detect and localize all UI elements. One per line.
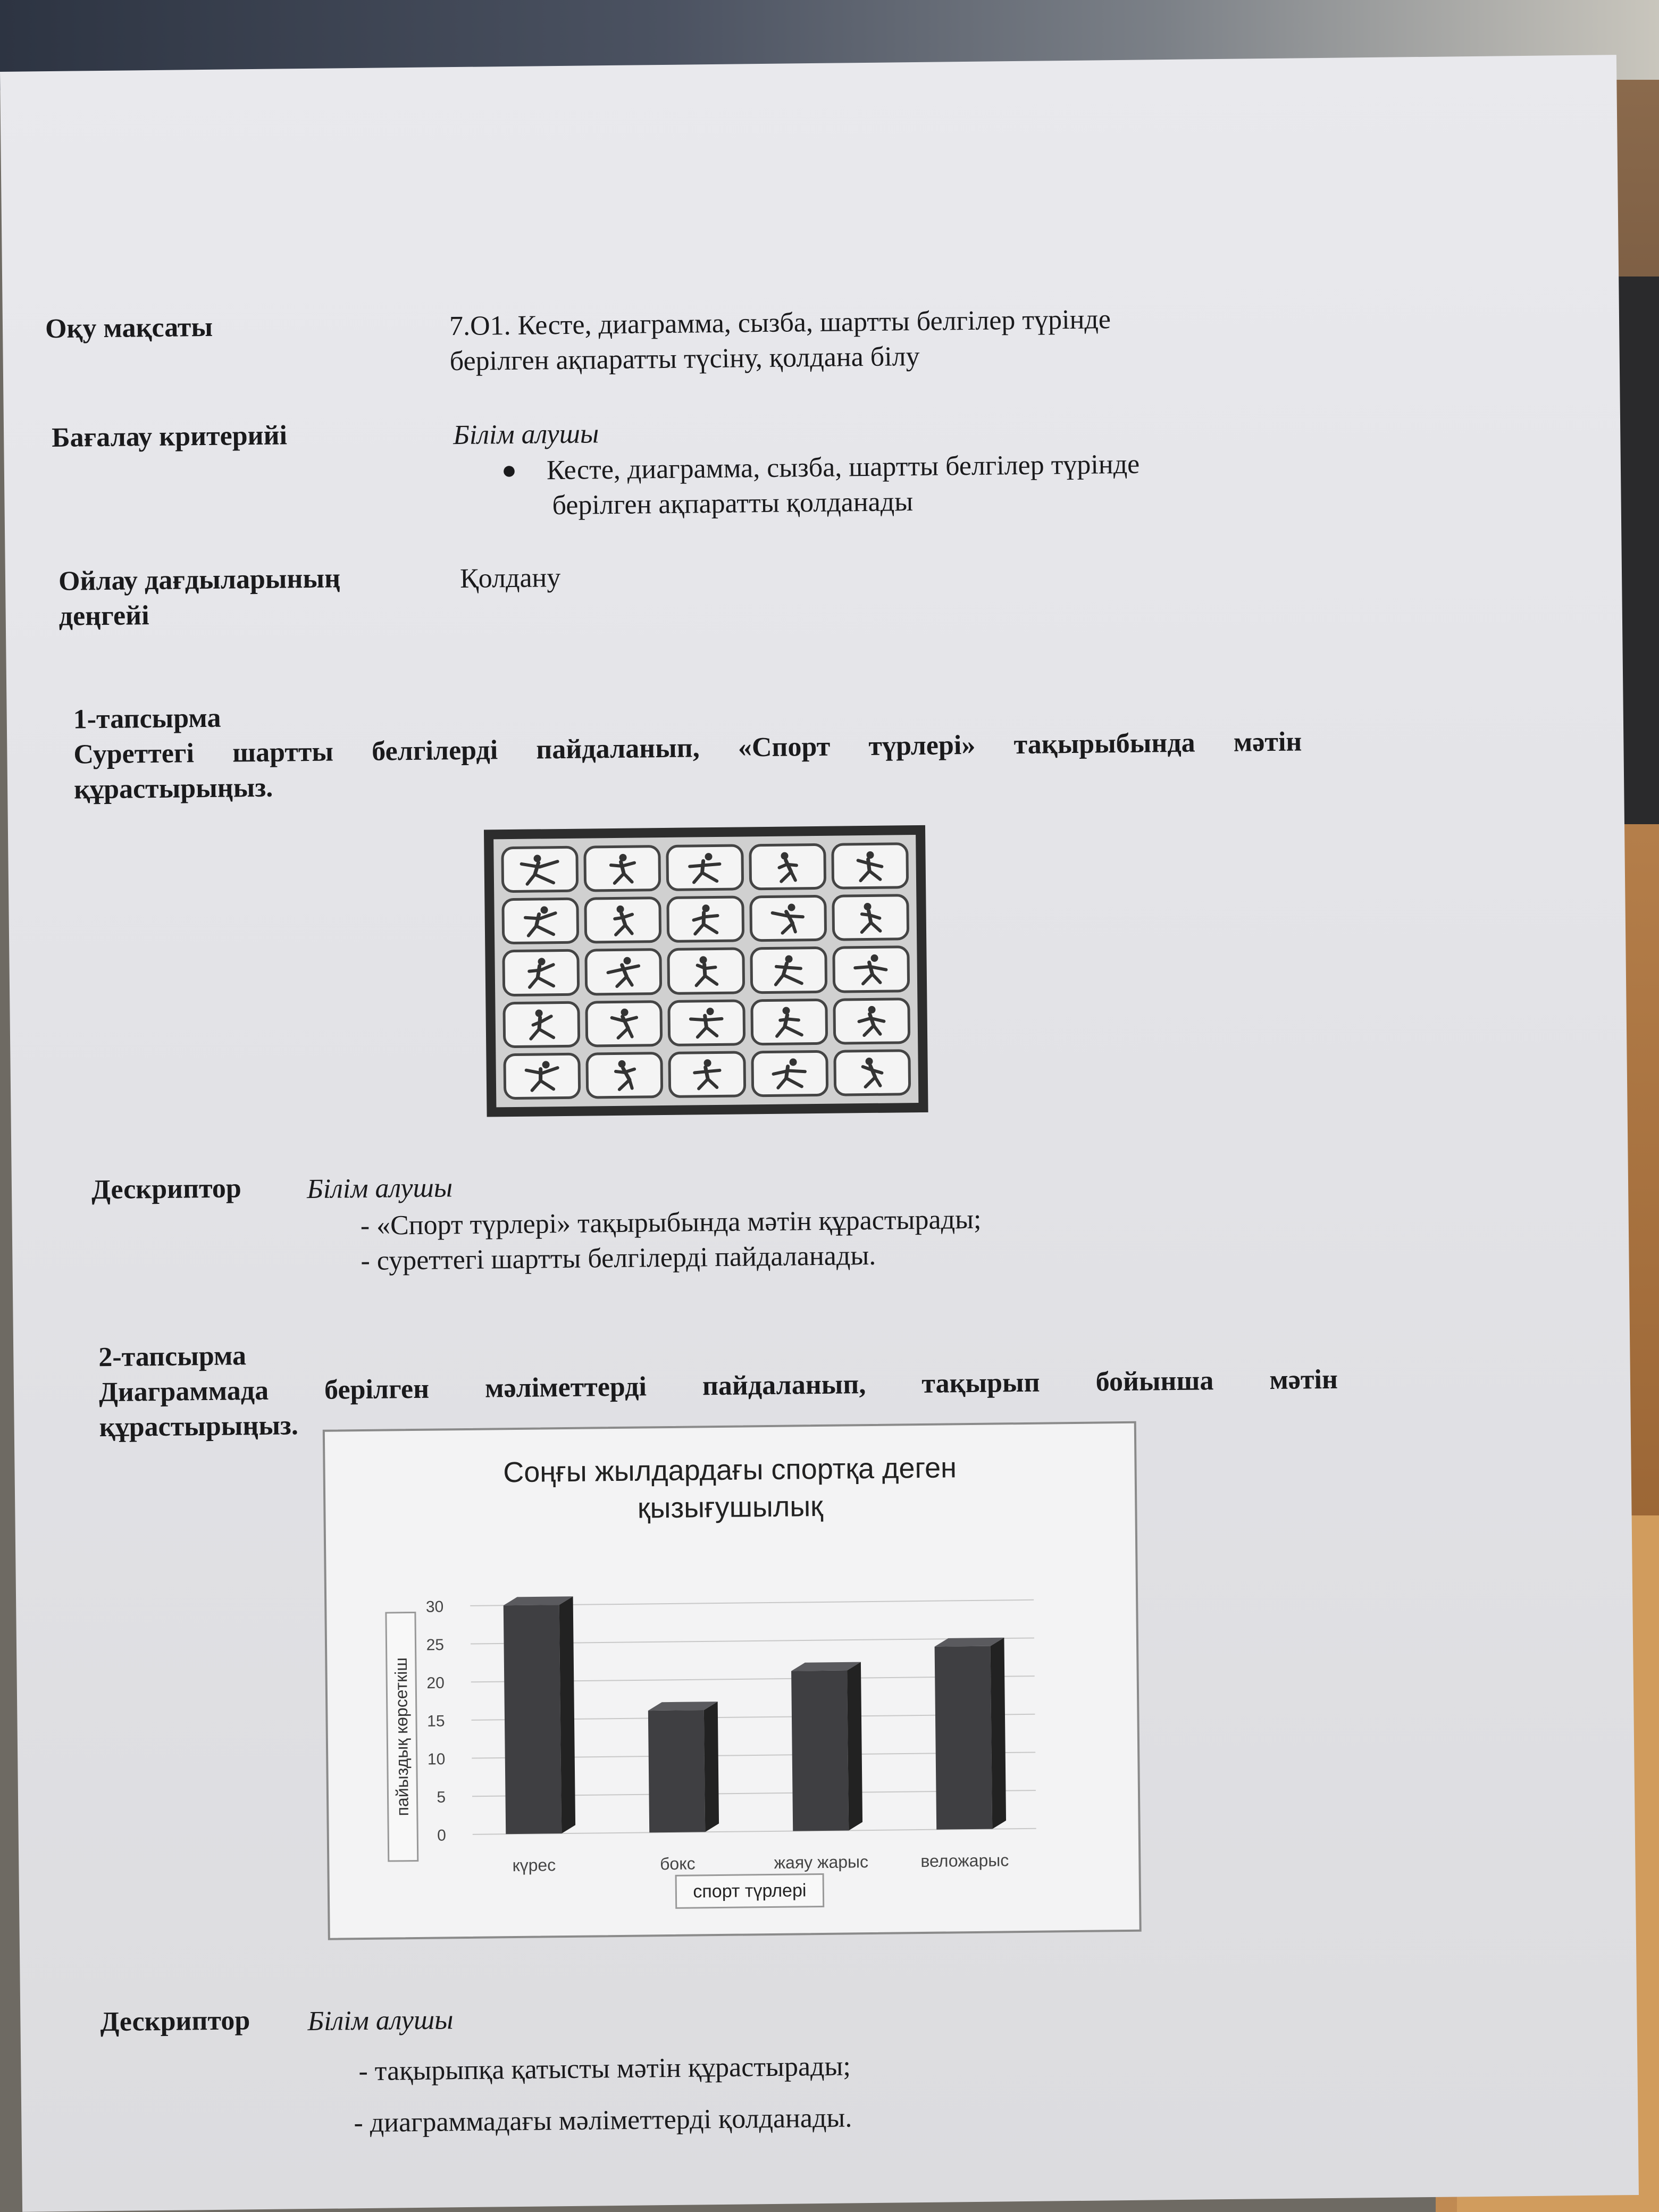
bullet-icon: ● [501,456,517,485]
gymnastics-icon [667,896,744,943]
worksheet-page [0,55,1639,2212]
y-tick-label: 20 [426,1674,445,1692]
learning-goal-label: Оқу мақсаты [45,312,213,345]
criteria-item-line1: Кесте, диаграмма, сызба, шартты белгілер түрінде [546,449,1140,486]
descriptor2-item1: - тақырыпқа қатысты мәтін құрастырады; [358,2051,851,2087]
dance-icon [667,948,745,995]
descriptor1-label: Дескриптор [91,1173,242,1205]
archery-icon [749,895,827,942]
bar-side [990,1638,1006,1829]
chart-title-line1: Соңғы жылдардағы спортқа деген [503,1452,957,1489]
bar-side [847,1662,862,1831]
bar-side [704,1702,719,1832]
criteria-item-line2: берілген ақпаратты қолданады [552,487,914,521]
descriptor1-item2: - суреттегі шартты белгілерді пайдаланады. [361,1240,876,1277]
descriptor1-subject: Білім алушы [306,1172,453,1205]
chart-title-line2: қызығушылық [637,1490,824,1524]
wrestling-icon [750,946,827,994]
y-tick-label: 5 [437,1788,446,1806]
diving-icon [666,844,744,891]
skating-icon [584,896,662,944]
criteria-label: Бағалау критерийі [51,420,288,454]
fencing-icon [503,1052,581,1100]
bar [504,1605,562,1834]
thinking-label-line2: деңгейі [58,600,149,632]
task1-heading: 1-тапсырма [73,702,221,735]
x-axis-label: спорт түрлері [675,1873,825,1909]
kayak-icon [585,1000,663,1048]
thinking-value: Қолдану [459,563,561,594]
descriptor2-item2: - диаграммадағы мәліметтерді қолданады. [354,2102,852,2139]
descriptor2-subject: Білім алушы [307,2005,454,2037]
throwing-icon [750,998,828,1045]
weightlifting-icon [585,948,663,995]
y-tick-label: 0 [437,1826,446,1845]
bar-side [559,1596,576,1833]
thinking-label-line1: Ойлау дағдыларының [58,563,341,597]
cycling-icon [668,999,745,1046]
bar-chart [323,1421,1142,1940]
chart-plot [325,1423,1144,1942]
shooting-icon [586,1052,664,1099]
sports-pictogram-grid [484,825,928,1117]
task1-text-line2: құрастырыңыз. [73,772,273,805]
y-axis-label: пайыздық көрсеткіш [391,1657,412,1816]
rowing-icon [501,898,579,945]
learning-goal-line1: 7.О1. Кесте, диаграмма, сызба, шартты белгілер түрінде [449,304,1111,342]
x-tick-label: күрес [512,1855,556,1875]
task2-text-line1: Диаграммада берілген мәліметтерді пайдаланып, тақырып бойынша мәтін [98,1364,1338,1408]
hurdles-icon [749,843,826,891]
skiing-icon [833,1049,911,1096]
descriptor2-label: Дескриптор [100,2005,250,2038]
bar [791,1670,849,1831]
handball-icon [502,949,580,996]
rowing-icon [501,846,579,893]
y-tick-label: 10 [427,1750,446,1769]
judo-icon [832,946,910,993]
tennis-icon [502,1001,580,1048]
bar [648,1710,705,1832]
y-tick-label: 30 [425,1598,444,1616]
canoe-icon [751,1050,828,1097]
learning-goal-line2: берілген ақпаратты түсіну, қолдана білу [449,341,920,377]
descriptor1-item1: - «Спорт түрлері» тақырыбында мәтін құрастырады; [360,1204,982,1242]
bar [935,1646,993,1830]
y-tick-label: 25 [426,1636,445,1654]
x-tick-label: жаяу жарыс [774,1852,869,1872]
running-icon [831,842,909,890]
x-tick-label: веложарыс [920,1850,1009,1871]
sprint-icon [668,1051,746,1098]
fencing-icon [832,894,909,941]
task1-text-line1: Суреттегі шартты белгілерді пайдаланып, «Спорт түрлері» тақырыбында мәтін [73,726,1302,770]
swimming-icon [833,998,910,1045]
y-tick-label: 15 [426,1712,445,1730]
criteria-subject: Білім алушы [453,418,599,451]
x-tick-label: бокс [659,1854,696,1874]
swimming-icon [583,845,661,892]
task2-text-line2: құрастырыңыз. [99,1410,299,1443]
task2-heading: 2-тапсырма [98,1340,247,1373]
